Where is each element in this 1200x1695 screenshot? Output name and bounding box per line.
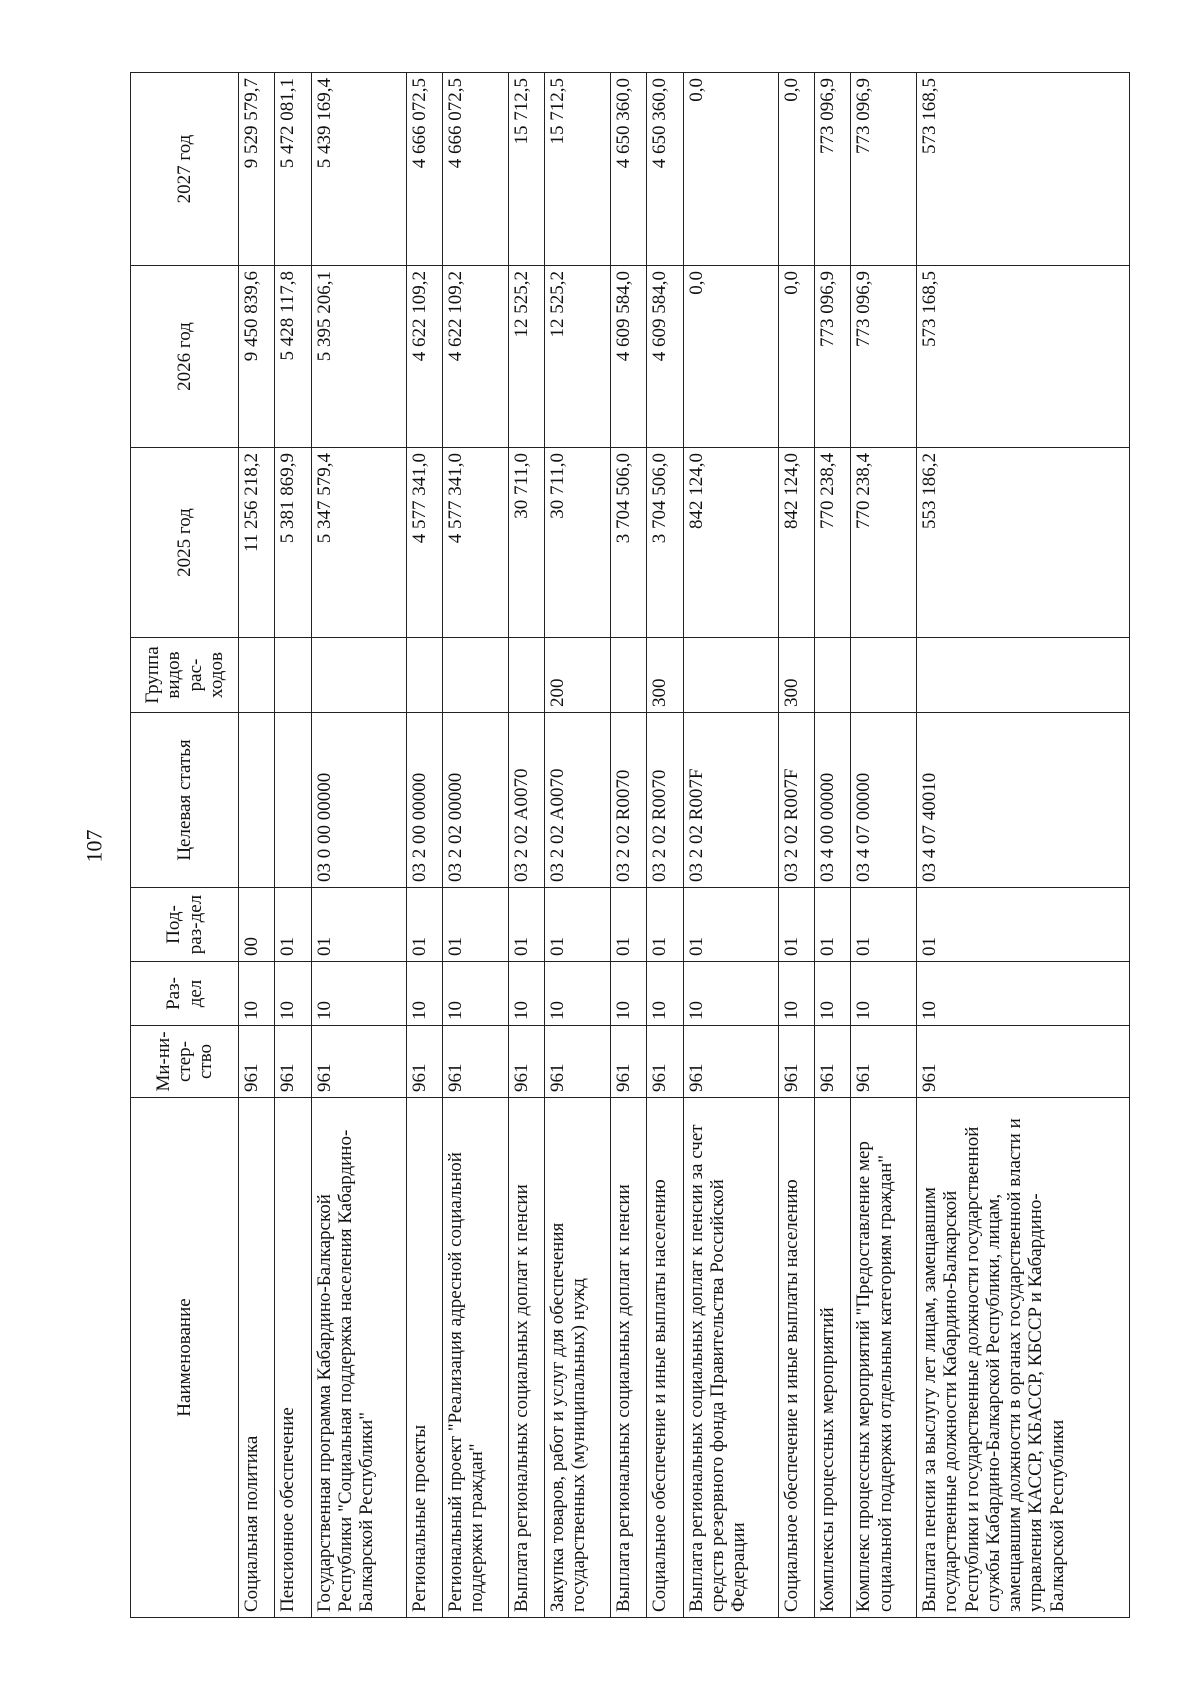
table-row xyxy=(610,73,646,1618)
row-subsection: 01 xyxy=(406,888,442,962)
table-row xyxy=(815,73,851,1618)
row-subsection: 01 xyxy=(778,888,814,962)
table-row xyxy=(443,73,509,1618)
table-header-row xyxy=(131,73,239,1618)
table-row xyxy=(311,73,406,1618)
header-subsection: Под-раз-дел xyxy=(131,888,239,962)
row-2025: 4 577 341,0 xyxy=(443,448,509,638)
row-group xyxy=(275,638,311,713)
row-ministry: 961 xyxy=(406,1026,442,1098)
row-subsection: 01 xyxy=(610,888,646,962)
row-2027: 9 529 579,7 xyxy=(239,73,275,266)
row-name: Выплата пенсии за выслугу лет лицам, замещавшим государственные должности Кабардино-Балкарской Республики и государственные должности государственной службы Кабардино-Балкарской Республики, лицам, замещавшим должности в органах государственной власти и управления КАССР, КБАССР, КБССР и Кабардино-Балкарской Республики xyxy=(917,1098,1130,1618)
row-2027: 5 439 169,4 xyxy=(311,73,406,266)
row-group xyxy=(917,638,1130,713)
row-2025: 3 704 506,0 xyxy=(610,448,646,638)
row-target: 03 2 02 R0070 xyxy=(647,713,683,888)
row-section: 10 xyxy=(508,962,544,1026)
row-subsection: 01 xyxy=(851,888,917,962)
row-2026: 5 428 117,8 xyxy=(275,266,311,448)
row-2027: 573 168,5 xyxy=(917,73,1130,266)
row-2026: 12 525,2 xyxy=(508,266,544,448)
table-row xyxy=(275,73,311,1618)
table-row xyxy=(647,73,683,1618)
row-name: Социальная политика xyxy=(239,1098,275,1618)
row-name: Выплата региональных социальных доплат к пенсии xyxy=(508,1098,544,1618)
row-target: 03 2 02 00000 xyxy=(443,713,509,888)
row-2026: 4 622 109,2 xyxy=(443,266,509,448)
row-ministry: 961 xyxy=(508,1026,544,1098)
header-section: Раз-дел xyxy=(131,962,239,1026)
row-name: Комплекс процессных мероприятий "Предоставление мер социальной поддержки отдельным категориям граждан" xyxy=(851,1098,917,1618)
row-target: 03 2 02 R007F xyxy=(683,713,778,888)
row-group xyxy=(683,638,778,713)
row-2027: 4 666 072,5 xyxy=(443,73,509,266)
row-subsection: 01 xyxy=(545,888,611,962)
row-2027: 0,0 xyxy=(778,73,814,266)
row-group xyxy=(508,638,544,713)
row-2025: 770 238,4 xyxy=(815,448,851,638)
row-name: Пенсионное обеспечение xyxy=(275,1098,311,1618)
table-row xyxy=(851,73,917,1618)
row-name: Социальное обеспечение и иные выплаты населению xyxy=(647,1098,683,1618)
row-2026: 773 096,9 xyxy=(815,266,851,448)
table-row xyxy=(683,73,778,1618)
row-2026: 4 609 584,0 xyxy=(610,266,646,448)
table-row xyxy=(508,73,544,1618)
row-ministry: 961 xyxy=(275,1026,311,1098)
row-name: Государственная программа Кабардино-Балкарской Республики "Социальная поддержка населения Кабардино-Балкарской Республики" xyxy=(311,1098,406,1618)
row-2025: 842 124,0 xyxy=(778,448,814,638)
row-2027: 15 712,5 xyxy=(508,73,544,266)
row-target: 03 2 02 R0070 xyxy=(610,713,646,888)
row-target: 03 2 02 А0070 xyxy=(508,713,544,888)
table-row xyxy=(239,73,275,1618)
row-subsection: 01 xyxy=(917,888,1130,962)
header-target: Целевая статья xyxy=(131,713,239,888)
row-group: 200 xyxy=(545,638,611,713)
row-ministry: 961 xyxy=(778,1026,814,1098)
row-ministry: 961 xyxy=(851,1026,917,1098)
row-target: 03 4 07 00000 xyxy=(851,713,917,888)
row-target xyxy=(275,713,311,888)
row-target: 03 4 00 00000 xyxy=(815,713,851,888)
row-group: 300 xyxy=(778,638,814,713)
row-ministry: 961 xyxy=(443,1026,509,1098)
row-subsection: 01 xyxy=(443,888,509,962)
row-2026: 4 609 584,0 xyxy=(647,266,683,448)
row-2025: 770 238,4 xyxy=(851,448,917,638)
row-2026: 4 622 109,2 xyxy=(406,266,442,448)
row-name: Региональные проекты xyxy=(406,1098,442,1618)
row-group xyxy=(406,638,442,713)
row-2027: 0,0 xyxy=(683,73,778,266)
row-section: 10 xyxy=(683,962,778,1026)
table-row xyxy=(778,73,814,1618)
header-2027: 2027 год xyxy=(131,73,239,266)
row-name: Социальное обеспечение и иные выплаты населению xyxy=(778,1098,814,1618)
row-2025: 30 711,0 xyxy=(545,448,611,638)
row-section: 10 xyxy=(815,962,851,1026)
row-2026: 12 525,2 xyxy=(545,266,611,448)
row-group xyxy=(311,638,406,713)
row-section: 10 xyxy=(311,962,406,1026)
row-name: Выплата региональных социальных доплат к пенсии xyxy=(610,1098,646,1618)
table-row xyxy=(917,73,1130,1618)
row-subsection: 01 xyxy=(815,888,851,962)
row-subsection: 01 xyxy=(508,888,544,962)
row-section: 10 xyxy=(610,962,646,1026)
row-2025: 3 704 506,0 xyxy=(647,448,683,638)
row-section: 10 xyxy=(778,962,814,1026)
header-group: Группа видов рас-ходов xyxy=(131,638,239,713)
row-name: Региональный проект "Реализация адресной социальной поддержки граждан" xyxy=(443,1098,509,1618)
row-ministry: 961 xyxy=(239,1026,275,1098)
row-target: 03 2 02 R007F xyxy=(778,713,814,888)
row-target: 03 0 00 00000 xyxy=(311,713,406,888)
row-2025: 553 186,2 xyxy=(917,448,1130,638)
row-subsection: 01 xyxy=(275,888,311,962)
row-ministry: 961 xyxy=(647,1026,683,1098)
row-section: 10 xyxy=(647,962,683,1026)
row-section: 10 xyxy=(275,962,311,1026)
budget-table xyxy=(130,72,1130,1618)
row-name: Комплексы процессных мероприятий xyxy=(815,1098,851,1618)
row-2027: 773 096,9 xyxy=(851,73,917,266)
row-2025: 842 124,0 xyxy=(683,448,778,638)
row-2027: 15 712,5 xyxy=(545,73,611,266)
header-2025: 2025 год xyxy=(131,448,239,638)
row-ministry: 961 xyxy=(815,1026,851,1098)
row-section: 10 xyxy=(545,962,611,1026)
row-section: 10 xyxy=(406,962,442,1026)
row-ministry: 961 xyxy=(683,1026,778,1098)
row-2025: 5 381 869,9 xyxy=(275,448,311,638)
row-group xyxy=(443,638,509,713)
row-2027: 4 666 072,5 xyxy=(406,73,442,266)
row-2025: 11 256 218,2 xyxy=(239,448,275,638)
row-2026: 573 168,5 xyxy=(917,266,1130,448)
row-group xyxy=(610,638,646,713)
row-name: Закупка товаров, работ и услуг для обеспечения государственных (муниципальных) нужд xyxy=(545,1098,611,1618)
row-group xyxy=(239,638,275,713)
row-target: 03 4 07 40010 xyxy=(917,713,1130,888)
row-group xyxy=(815,638,851,713)
budget-table-container xyxy=(130,73,1130,1618)
row-2026: 9 450 839,6 xyxy=(239,266,275,448)
row-2026: 0,0 xyxy=(683,266,778,448)
row-2027: 5 472 081,1 xyxy=(275,73,311,266)
row-2027: 773 096,9 xyxy=(815,73,851,266)
header-ministry: Ми-ни-стер-ство xyxy=(131,1026,239,1098)
row-section: 10 xyxy=(851,962,917,1026)
row-name: Выплата региональных социальных доплат к пенсии за счет средств резервного фонда Правительства Российской Федерации xyxy=(683,1098,778,1618)
row-subsection: 00 xyxy=(239,888,275,962)
row-subsection: 01 xyxy=(311,888,406,962)
row-group xyxy=(851,638,917,713)
row-2026: 773 096,9 xyxy=(851,266,917,448)
row-ministry: 961 xyxy=(311,1026,406,1098)
row-2026: 0,0 xyxy=(778,266,814,448)
row-target: 03 2 02 А0070 xyxy=(545,713,611,888)
header-name: Наименование xyxy=(131,1098,239,1618)
row-section: 10 xyxy=(917,962,1130,1026)
table-row xyxy=(545,73,611,1618)
row-2026: 5 395 206,1 xyxy=(311,266,406,448)
row-subsection: 01 xyxy=(647,888,683,962)
row-ministry: 961 xyxy=(545,1026,611,1098)
row-section: 10 xyxy=(443,962,509,1026)
row-ministry: 961 xyxy=(917,1026,1130,1098)
row-target xyxy=(239,713,275,888)
row-target: 03 2 00 00000 xyxy=(406,713,442,888)
page-number: 107 xyxy=(81,829,107,863)
row-ministry: 961 xyxy=(610,1026,646,1098)
row-subsection: 01 xyxy=(683,888,778,962)
row-section: 10 xyxy=(239,962,275,1026)
row-2027: 4 650 360,0 xyxy=(647,73,683,266)
row-2027: 4 650 360,0 xyxy=(610,73,646,266)
row-group: 300 xyxy=(647,638,683,713)
row-2025: 5 347 579,4 xyxy=(311,448,406,638)
table-row xyxy=(406,73,442,1618)
row-2025: 30 711,0 xyxy=(508,448,544,638)
header-2026: 2026 год xyxy=(131,266,239,448)
row-2025: 4 577 341,0 xyxy=(406,448,442,638)
